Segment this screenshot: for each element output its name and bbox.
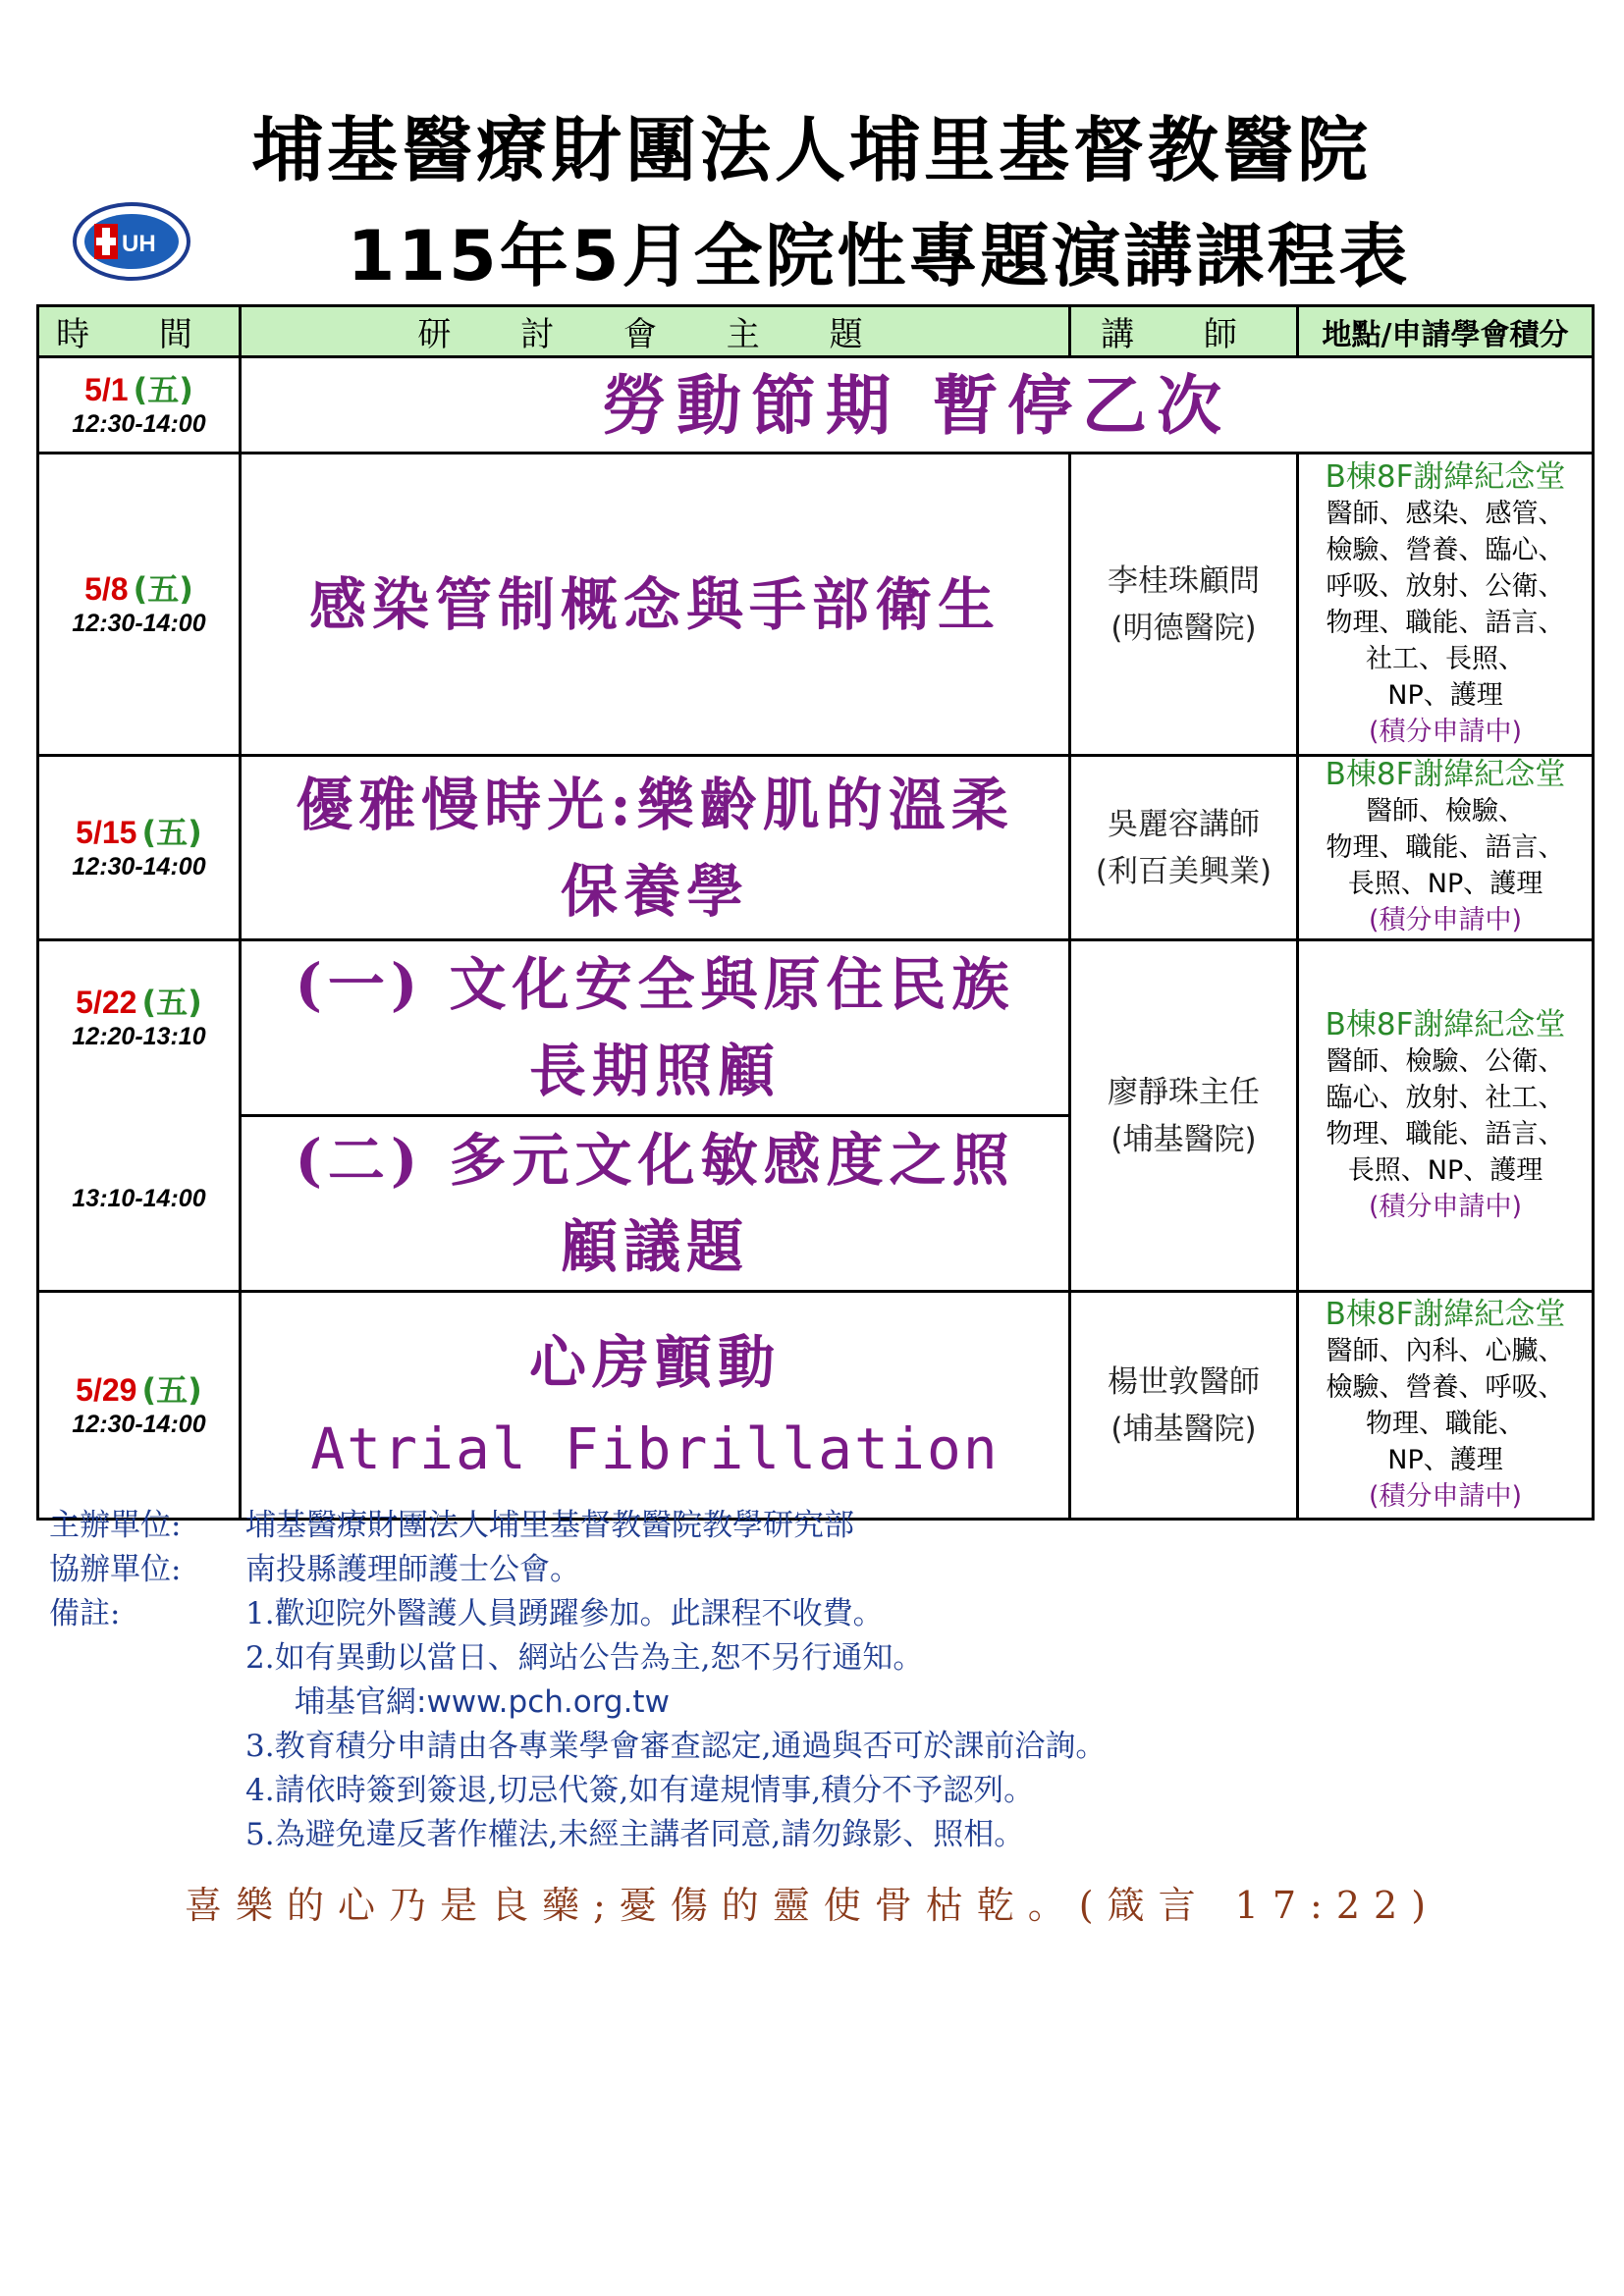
speaker-name: 吳麗容講師 — [1108, 806, 1260, 842]
schedule-table — [36, 304, 1595, 1521]
credit-line: 物理、職能、 — [1366, 1408, 1525, 1439]
date: 5/22 — [76, 984, 137, 1020]
time-range: 12:30-14:00 — [72, 609, 206, 637]
coorganizer-row — [49, 1548, 1581, 1592]
venue: B棟8F謝緯紀念堂 — [1325, 1006, 1566, 1042]
speaker-name: 李桂珠顧問 — [1108, 562, 1260, 599]
note-item: 4.請依時簽到簽退,切忌代簽,如有違規情事,積分不予認列。 — [245, 1773, 1035, 1808]
organizer-label: 主辦單位: — [49, 1508, 182, 1543]
coorganizer: 南投縣護理師護士公會。 — [245, 1552, 580, 1587]
time-range: 12:20-13:10 — [72, 1022, 206, 1050]
note-item: 2.如有異動以當日、網站公告為主,恕不另行通知。 — [245, 1640, 924, 1676]
time-range: 12:30-14:00 — [72, 1410, 206, 1438]
time-cell — [38, 454, 241, 756]
table-row — [38, 1292, 1594, 1520]
credit-line: 醫師、內科、心臟、 — [1326, 1335, 1565, 1366]
header-topic: 研 討 會 主 題 — [241, 306, 1070, 357]
table-row — [38, 756, 1594, 940]
table-row — [38, 357, 1594, 454]
organizer: 埔基醫療財團法人埔里基督教醫院教學研究部 — [245, 1508, 854, 1543]
footer-notes — [49, 1504, 1581, 1857]
time-cell — [38, 940, 241, 1292]
svg-text:UH: UH — [122, 231, 156, 257]
organizer-row — [49, 1504, 1581, 1548]
date: 5/1 — [84, 371, 129, 407]
topic-line: 心房顫動 — [528, 1328, 781, 1396]
weekday: (五) — [141, 983, 202, 1021]
location-cell — [1298, 756, 1594, 940]
venue: B棟8F謝緯紀念堂 — [1325, 458, 1566, 495]
weekday: (五) — [133, 370, 193, 408]
speaker-org: (利百美興業) — [1095, 853, 1272, 889]
document-subtitle: 115年5月全院性專題演講課程表 — [347, 216, 1411, 296]
credit-line: 醫師、檢驗、 — [1366, 796, 1525, 827]
topic-cell-part-a — [241, 940, 1070, 1116]
credit-line: 長照、NP、護理 — [1347, 1154, 1543, 1186]
note-item: 5.為避免違反著作權法,未經主講者同意,請勿錄影、照相。 — [245, 1817, 1025, 1852]
topic-line: (一) 文化安全與原住民族 — [295, 951, 1015, 1018]
note-item: 3.教育積分申請由各專業學會審查認定,通過與否可於課前洽詢。 — [245, 1729, 1107, 1764]
weekday: (五) — [141, 1370, 202, 1409]
header-speaker: 講 師 — [1070, 306, 1298, 357]
time-range-second: 13:10-14:00 — [72, 1184, 206, 1212]
speaker-cell — [1070, 756, 1298, 940]
document-title: 埔基醫療財團法人埔里基督教醫院 — [251, 108, 1372, 191]
location-cell — [1298, 454, 1594, 756]
credit-line: 檢驗、營養、呼吸、 — [1326, 1371, 1565, 1403]
credit-line: 呼吸、放射、公衛、 — [1326, 570, 1565, 602]
coorganizer-label: 協辦單位: — [49, 1552, 182, 1587]
topic-line: 顧議題 — [560, 1213, 749, 1280]
topic-line: 長期照顧 — [528, 1038, 781, 1104]
topic-line-english: Atrial Fibrillation — [310, 1415, 1000, 1482]
header-location: 地點/申請學會積分 — [1298, 306, 1594, 357]
credit-status: (積分申請中) — [1368, 905, 1523, 935]
speaker-org: (明德醫院) — [1110, 610, 1257, 646]
topic-cell — [241, 756, 1070, 940]
topic-cell: 感染管制概念與手部衛生 — [241, 454, 1070, 756]
speaker-cell — [1070, 940, 1298, 1292]
table-row — [38, 940, 1594, 1116]
speaker-org: (埔基醫院) — [1110, 1121, 1257, 1157]
credit-status: (積分申請中) — [1368, 1480, 1523, 1512]
credit-line: 長照、NP、護理 — [1347, 869, 1543, 899]
credit-line: 物理、職能、語言、 — [1326, 832, 1565, 863]
date: 5/29 — [76, 1371, 137, 1408]
location-cell — [1298, 940, 1594, 1292]
topic-cell — [241, 1292, 1070, 1520]
credit-line: 物理、職能、語言、 — [1326, 607, 1565, 638]
header-time: 時 間 — [38, 306, 241, 357]
table-header-row — [38, 306, 1594, 357]
topic-cell-part-b — [241, 1116, 1070, 1292]
venue: B棟8F謝緯紀念堂 — [1325, 1296, 1566, 1332]
venue: B棟8F謝緯紀念堂 — [1325, 757, 1566, 792]
hospital-logo — [71, 192, 192, 291]
credit-status: (積分申請中) — [1368, 716, 1523, 747]
credit-status: (積分申請中) — [1368, 1191, 1523, 1222]
notes-row — [49, 1592, 1581, 1636]
topic-line: (二) 多元文化敏感度之照 — [295, 1127, 1015, 1194]
time-range: 12:30-14:00 — [72, 409, 206, 438]
speaker-org: (埔基醫院) — [1110, 1411, 1257, 1447]
date: 5/8 — [84, 570, 129, 607]
note-item: 1.歡迎院外醫護人員踴躍參加。此課程不收費。 — [245, 1596, 884, 1631]
location-cell — [1298, 1292, 1594, 1520]
credit-line: 社工、長照、 — [1366, 643, 1525, 674]
topic-cell: 勞動節期 暫停乙次 — [241, 357, 1594, 454]
topic-line: 優雅慢時光:樂齡肌的溫柔 — [296, 771, 1014, 838]
time-cell — [38, 357, 241, 454]
credit-line: 臨心、放射、社工、 — [1326, 1082, 1565, 1113]
credit-line: NP、護理 — [1387, 679, 1503, 711]
credit-line: 檢驗、營養、臨心、 — [1326, 534, 1565, 565]
speaker-cell — [1070, 454, 1298, 756]
credit-line: 醫師、檢驗、公衛、 — [1326, 1045, 1565, 1077]
speaker-name: 楊世敦醫師 — [1108, 1363, 1260, 1400]
time-cell — [38, 756, 241, 940]
table-row — [38, 454, 1594, 756]
scripture-verse: 喜樂的心乃是良藥;憂傷的靈使骨枯乾。(箴言 17:22) — [184, 1884, 1440, 1927]
credit-line: NP、護理 — [1387, 1444, 1503, 1475]
date: 5/15 — [76, 814, 137, 850]
credit-line: 物理、職能、語言、 — [1326, 1118, 1565, 1149]
notes-label: 備註: — [49, 1596, 121, 1631]
time-cell — [38, 1292, 241, 1520]
website-link[interactable]: 埔基官網:www.pch.org.tw — [295, 1684, 670, 1720]
speaker-cell — [1070, 1292, 1298, 1520]
weekday: (五) — [133, 569, 193, 608]
speaker-name: 廖靜珠主任 — [1108, 1074, 1260, 1110]
weekday: (五) — [141, 813, 202, 851]
credit-line: 醫師、感染、感管、 — [1326, 498, 1565, 529]
topic-line: 保養學 — [560, 857, 749, 925]
time-range: 12:30-14:00 — [72, 852, 206, 881]
